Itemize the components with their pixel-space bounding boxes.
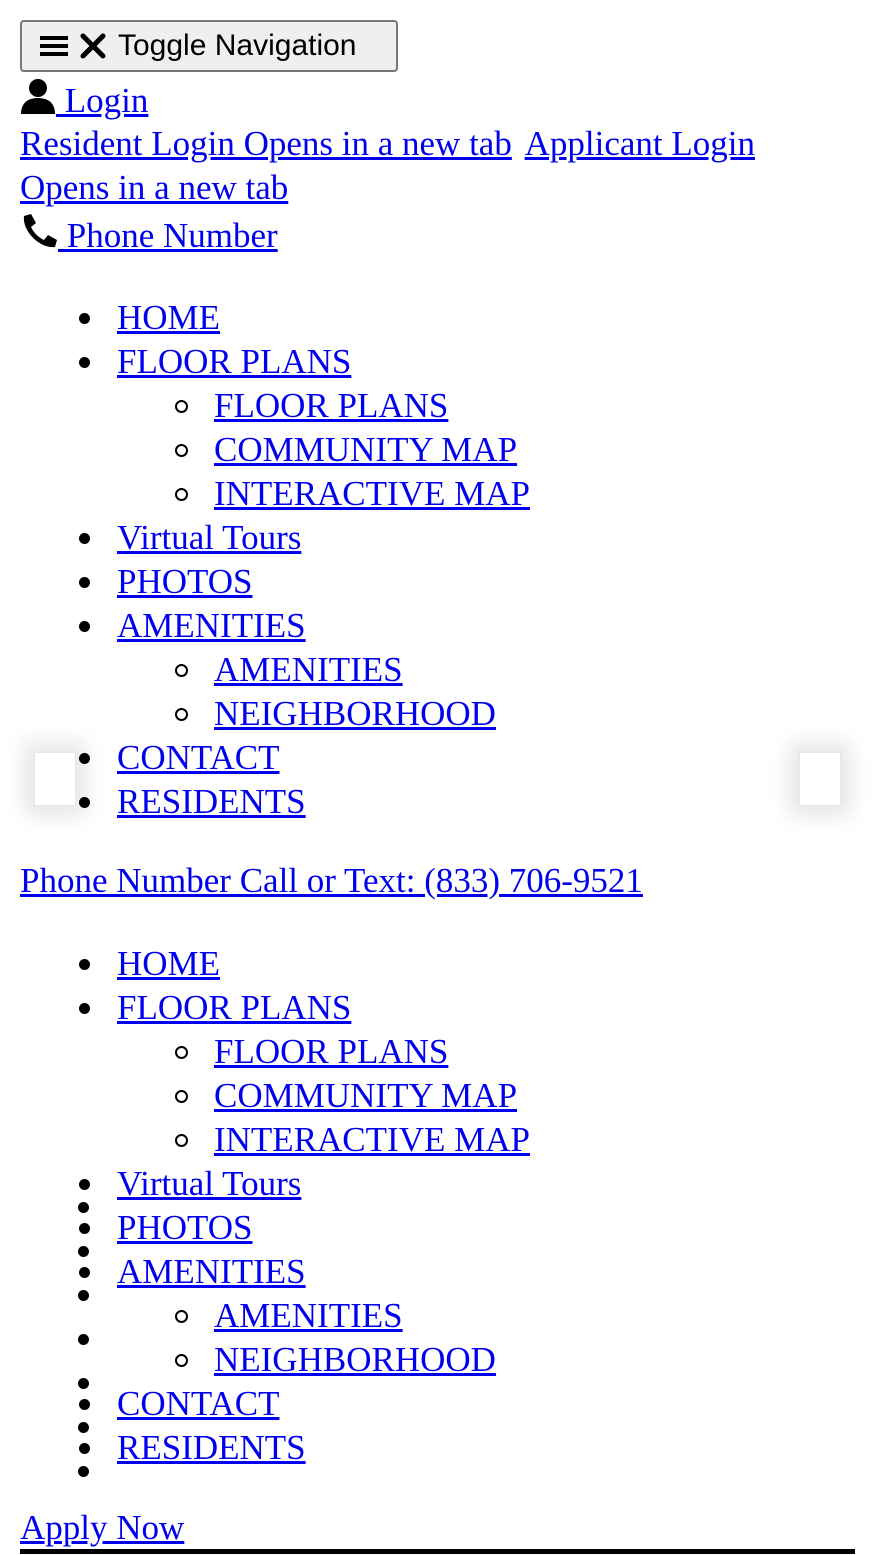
applicant-login-wrap [20,166,288,210]
nav-link-photos[interactable]: PHOTOS [117,562,253,601]
bullet [175,664,188,677]
nav-link-photos[interactable]: PHOTOS [117,1208,253,1247]
subnav-link-interactive-map[interactable]: INTERACTIVE MAP [214,474,530,513]
stray-bullet [78,1290,89,1301]
subnav-link-neighborhood[interactable]: NEIGHBORHOOD [214,1340,496,1379]
bullet [175,1354,188,1367]
bullet [79,1443,90,1454]
toggle-navigation-button[interactable] [20,20,398,72]
stray-bullet [78,1334,89,1345]
login-options [20,122,755,166]
subnav-link-community-map[interactable]: COMMUNITY MAP [214,430,518,469]
login-row [20,78,148,125]
bullet [175,708,188,721]
bottom-divider [20,1549,855,1554]
apply-now-link[interactable]: Apply Now [20,1508,185,1547]
bullet [79,959,90,970]
close-icon [80,33,106,59]
bullet [79,313,90,324]
bullet [175,1310,188,1323]
bullet [79,1223,90,1234]
bullet [79,1179,90,1190]
subnav-link-community-map[interactable]: COMMUNITY MAP [214,1076,518,1115]
bullet [175,488,188,501]
call-or-text-link[interactable]: Phone Number Call or Text: (833) 706-9521 [20,861,643,900]
bullet [175,1090,188,1103]
stray-bullet [78,1246,89,1257]
bullet [79,1399,90,1410]
bullet [175,444,188,457]
nav-link-home[interactable]: HOME [117,944,221,983]
phone-link[interactable] [20,216,278,255]
nav-link-floor-plans[interactable]: FLOOR PLANS [117,988,352,1027]
nav-link-home[interactable]: HOME [117,298,221,337]
nav-link-residents[interactable]: RESIDENTS [117,782,306,821]
subnav-link-amenities[interactable]: AMENITIES [214,650,403,689]
phone-row [20,213,278,260]
subnav-link-floor-plans[interactable]: FLOOR PLANS [214,386,449,425]
toggle-navigation-label: Toggle Navigation [118,29,357,62]
subnav-link-amenities[interactable]: AMENITIES [214,1296,403,1335]
subnav-link-interactive-map[interactable]: INTERACTIVE MAP [214,1120,530,1159]
bullet [175,400,188,413]
menu-icon [40,34,68,58]
stray-bullet [78,1202,89,1213]
stray-bullet [78,1378,89,1389]
applicant-login-link-continued[interactable]: Opens in a new tab [20,168,289,207]
login-label: Login [56,81,149,120]
nav-link-contact[interactable]: CONTACT [117,738,280,777]
nav-link-amenities[interactable]: AMENITIES [117,1252,306,1291]
phone-icon [20,213,58,260]
login-link[interactable] [20,81,148,120]
nav-link-virtual-tours[interactable]: Virtual Tours [117,1164,302,1203]
carousel-prev-button[interactable] [34,752,76,806]
bullet [79,533,90,544]
applicant-login-label: Applicant Login [524,124,755,163]
phone-label: Phone Number [58,216,278,255]
bullet [79,621,90,632]
bullet [175,1134,188,1147]
applicant-login-link[interactable] [525,124,755,163]
bullet [79,1267,90,1278]
stray-bullet [78,1466,89,1477]
carousel-next-button[interactable] [799,752,841,806]
bullet [79,357,90,368]
nav-link-amenities[interactable]: AMENITIES [117,606,306,645]
nav-link-virtual-tours[interactable]: Virtual Tours [117,518,302,557]
bullet [79,797,90,808]
nav-link-residents[interactable]: RESIDENTS [117,1428,306,1467]
subnav-link-neighborhood[interactable]: NEIGHBORHOOD [214,694,496,733]
nav-link-floor-plans[interactable]: FLOOR PLANS [117,342,352,381]
user-icon [20,78,56,125]
subnav-link-floor-plans[interactable]: FLOOR PLANS [214,1032,449,1071]
nav-link-contact[interactable]: CONTACT [117,1384,280,1423]
bullet [79,753,90,764]
bullet [79,1003,90,1014]
bullet [79,577,90,588]
bullet [175,1046,188,1059]
stray-bullet [78,1422,89,1433]
call-or-text-row [20,859,643,903]
apply-row [20,1506,184,1550]
resident-login-link[interactable]: Resident Login Opens in a new tab [20,124,512,163]
